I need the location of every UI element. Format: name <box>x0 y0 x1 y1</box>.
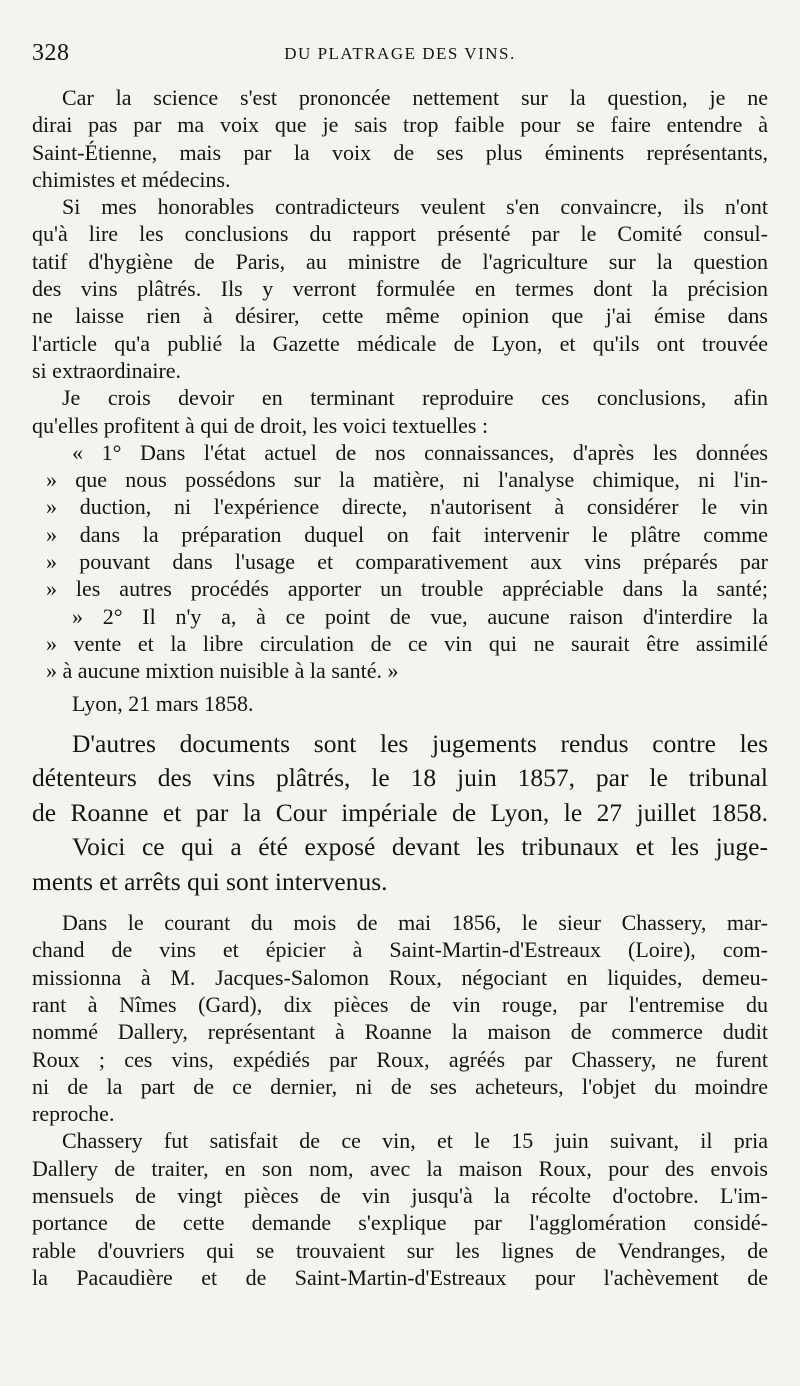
quote-line: » les autres procédés apporter un trouble appréciable dans la santé; <box>46 576 768 602</box>
text-line: Saint-Étienne, mais par la voix de ses plus éminents représentants, <box>32 139 768 165</box>
text-line: des vins plâtrés. Ils y verront formulée en termes dont la précision <box>32 276 768 302</box>
text-line: Roux ; ces vins, expédiés par Roux, agréés par Chassery, ne furent <box>32 1046 768 1072</box>
paragraph-5 <box>32 830 768 899</box>
quote-line: » que nous possédons sur la matière, ni l'analyse chimique, ni l'in- <box>46 467 768 493</box>
page-header <box>32 40 768 74</box>
text-line: Chassery fut satisfait de ce vin, et le 15 juin suivant, il pria <box>62 1128 768 1154</box>
text-line: Si mes honorables contradicteurs veulent s'en convaincre, ils n'ont <box>62 194 768 220</box>
paragraph-4 <box>32 727 768 831</box>
quote-line: » 2° Il n'y a, à ce point de vue, aucune raison d'interdire la <box>72 603 768 629</box>
quote-line: » vente et la libre circulation de ce vin qui ne saurait être assimilé <box>46 630 768 656</box>
text-line: Dallery de traiter, en son nom, avec la maison Roux, pour des envois <box>32 1155 768 1181</box>
text-line: rable d'ouvriers qui se trouvaient sur les lignes de Vendranges, de <box>32 1237 768 1263</box>
paragraph-6 <box>32 909 768 1127</box>
text-line: reproche. <box>32 1101 115 1127</box>
page-body <box>32 84 768 1291</box>
text-line: mensuels de vingt pièces de vin jusqu'à la récolte d'octobre. L'im- <box>32 1183 768 1208</box>
text-line: chand de vins et épicier à Saint-Martin-d'Estreaux (Loire), com- <box>32 937 768 963</box>
text-line: l'article qu'a publié la Gazette médicale de Lyon, et qu'ils ont trouvée <box>32 330 768 356</box>
text-line: la Pacaudière et de Saint-Martin-d'Estreaux pour l'achèvement de <box>32 1264 768 1290</box>
paragraph-1 <box>32 84 768 193</box>
text-line: Voici ce qui a été exposé devant les tribunaux et les juge- <box>72 832 768 862</box>
text-line: détenteurs des vins plâtrés, le 18 juin 1857, par le tribunal <box>32 763 768 793</box>
text-line: Dans le courant du mois de mai 1856, le sieur Chassery, mar- <box>62 910 768 936</box>
text-line: qu'à lire les conclusions du rapport présenté par le Comité consul- <box>32 221 768 247</box>
quote-line: « 1° Dans l'état actuel de nos connaissances, d'après les données <box>72 439 768 465</box>
text-line: Je crois devoir en terminant reproduire ces conclusions, afin <box>62 385 768 411</box>
text-line: qu'elles profitent à qui de droit, les voici textuelles : <box>32 412 489 438</box>
text-line: de Roanne et par la Cour impériale de Lyon, le 27 juillet 1858. <box>32 797 768 827</box>
text-line: tatif d'hygiène de Paris, au ministre de l'agriculture sur la question <box>32 248 768 274</box>
paragraph-7 <box>32 1127 768 1291</box>
text-line: ments et arrêts qui sont intervenus. <box>32 866 388 896</box>
text-line: missionna à M. Jacques-Salomon Roux, négociant en liquides, demeu- <box>32 964 768 990</box>
text-line: D'autres documents sont les jugements rendus contre les <box>72 728 768 758</box>
paragraph-2 <box>32 193 768 384</box>
page-number: 328 <box>32 40 70 66</box>
text-line: chimistes et médecins. <box>32 166 231 192</box>
text-line: ni de la part de ce dernier, ni de ses acheteurs, l'objet du moindre <box>32 1073 768 1099</box>
text-line: ne laisse rien à désirer, cette même opinion que j'ai émise dans <box>32 303 768 329</box>
signature-date: Lyon, 21 mars 1858. <box>72 690 254 716</box>
text-line: dirai pas par ma voix que je sais trop faible pour se faire entendre à <box>32 112 768 138</box>
quote-line: » duction, ni l'expérience directe, n'autorisent à considérer le vin <box>46 494 768 520</box>
text-line: rant à Nîmes (Gard), dix pièces de vin rouge, par l'entremise du <box>32 991 768 1017</box>
quote-line: » pouvant dans l'usage et comparativement aux vins préparés par <box>46 549 768 575</box>
paragraph-3 <box>32 384 768 439</box>
quote-line: » dans la préparation duquel on fait intervenir le plâtre comme <box>46 521 768 547</box>
quote-line: » à aucune mixtion nuisible à la santé. » <box>46 658 399 684</box>
text-line: nommé Dallery, représentant à Roanne la maison de commerce dudit <box>32 1019 768 1045</box>
text-line: Car la science s'est prononcée nettement sur la question, je ne <box>62 85 768 110</box>
text-line: portance de cette demande s'explique par l'agglomération considé- <box>32 1210 768 1236</box>
quoted-conclusions <box>32 439 768 685</box>
text-line: si extraordinaire. <box>32 357 182 383</box>
running-head: DU PLATRAGE DES VINS. <box>284 44 516 63</box>
